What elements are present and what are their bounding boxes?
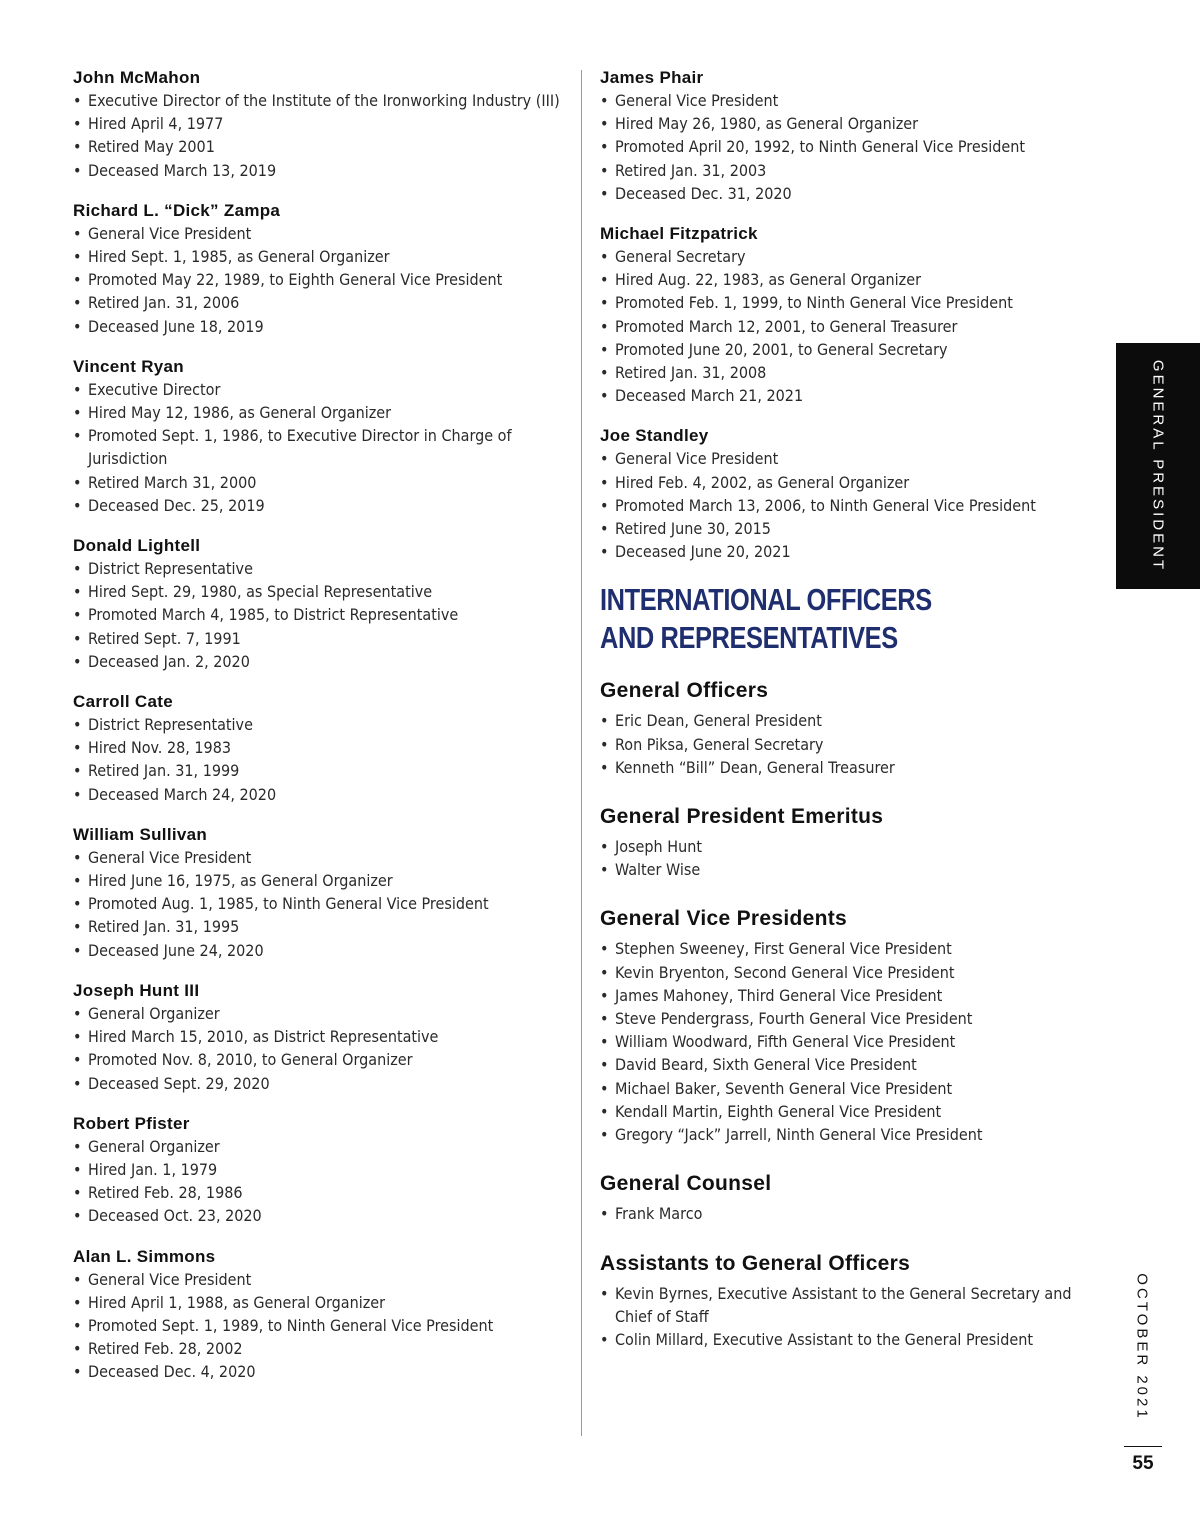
officer-sections	[600, 677, 1100, 1351]
career-list	[73, 846, 568, 962]
career-list	[73, 557, 568, 673]
career-item: • Hired June 16, 1975, as General Organizer	[73, 869, 568, 892]
career-list	[600, 89, 1100, 205]
career-list	[73, 1268, 568, 1384]
career-item: • General Organizer	[73, 1135, 568, 1158]
career-item: • Promoted March 12, 2001, to General Treasurer	[600, 315, 1100, 338]
career-item: • Promoted Feb. 1, 1999, to Ninth General Vice President	[600, 291, 1100, 314]
career-item: • Hired Feb. 4, 2002, as General Organizer	[600, 471, 1100, 494]
career-item: • Retired Jan. 31, 2003	[600, 159, 1100, 182]
career-item: • Retired Feb. 28, 1986	[73, 1181, 568, 1204]
career-item: • Retired Jan. 31, 1995	[73, 915, 568, 938]
officer-section	[600, 1170, 1100, 1225]
career-item: • Promoted Sept. 1, 1989, to Ninth General Vice President	[73, 1314, 568, 1337]
career-item: • Promoted Aug. 1, 1985, to Ninth General Vice President	[73, 892, 568, 915]
officer-item: • Kevin Byrnes, Executive Assistant to the General Secretary and Chief of Staff	[600, 1282, 1100, 1328]
officer-section	[600, 905, 1100, 1146]
person-name: William Sullivan	[73, 824, 208, 844]
career-item: • Retired Sept. 7, 1991	[73, 627, 568, 650]
career-list	[73, 89, 568, 182]
officer-list	[600, 835, 1100, 881]
career-item: • Hired April 4, 1977	[73, 112, 568, 135]
obituary-entry	[600, 424, 1100, 563]
person-name: Alan L. Simmons	[73, 1246, 216, 1266]
career-item: • Retired Jan. 31, 2006	[73, 291, 568, 314]
career-item: • Retired March 31, 2000	[73, 471, 568, 494]
career-item: • District Representative	[73, 713, 568, 736]
career-list	[600, 245, 1100, 407]
section-title: General Counsel	[600, 1172, 772, 1196]
officer-item: • Steve Pendergrass, Fourth General Vice President	[600, 1007, 1100, 1030]
officer-section	[600, 1250, 1100, 1352]
section-title: Assistants to General Officers	[600, 1251, 911, 1275]
officer-item: • David Beard, Sixth General Vice President	[600, 1053, 1100, 1076]
career-item: • Hired March 15, 2010, as District Representative	[73, 1025, 568, 1048]
career-item: • Hired May 12, 1986, as General Organizer	[73, 401, 568, 424]
officer-item: • Stephen Sweeney, First General Vice President	[600, 937, 1100, 960]
page-headline	[600, 581, 1010, 657]
officer-item: • James Mahoney, Third General Vice President	[600, 984, 1100, 1007]
obituary-entry	[73, 823, 568, 962]
headline-line-1: INTERNATIONAL OFFICERS	[600, 582, 932, 618]
obituary-entry	[73, 1245, 568, 1384]
career-item: • Retired June 30, 2015	[600, 517, 1100, 540]
officer-list	[600, 1282, 1100, 1352]
obituary-entry	[600, 66, 1100, 205]
career-item: • General Organizer	[73, 1002, 568, 1025]
officer-item: • Michael Baker, Seventh General Vice President	[600, 1077, 1100, 1100]
career-item: • Hired Sept. 29, 1980, as Special Representative	[73, 580, 568, 603]
officer-item: • Gregory “Jack” Jarrell, Ninth General Vice President	[600, 1123, 1100, 1146]
officer-item: • Kenneth “Bill” Dean, General Treasurer	[600, 756, 1100, 779]
obituary-entry	[73, 979, 568, 1095]
officer-section	[600, 677, 1100, 779]
officer-item: • Colin Millard, Executive Assistant to the General President	[600, 1328, 1100, 1351]
page-number: 55	[1132, 1453, 1154, 1474]
section-tab-label: GENERAL PRESIDENT	[1149, 359, 1167, 573]
career-list	[73, 222, 568, 338]
right-column	[600, 66, 1100, 1351]
obituary-entry	[600, 222, 1100, 407]
career-item: • Retired Jan. 31, 2008	[600, 361, 1100, 384]
officer-item: • Kendall Martin, Eighth General Vice President	[600, 1100, 1100, 1123]
career-item: • Deceased June 24, 2020	[73, 939, 568, 962]
section-title: General Officers	[600, 679, 769, 703]
officer-item: • William Woodward, Fifth General Vice President	[600, 1030, 1100, 1053]
career-item: • Hired Nov. 28, 1983	[73, 736, 568, 759]
career-item: • Deceased Dec. 25, 2019	[73, 494, 568, 517]
obituary-entry	[73, 690, 568, 806]
career-list	[73, 1002, 568, 1095]
person-name: Donald Lightell	[73, 536, 201, 556]
career-item: • Promoted March 4, 1985, to District Representative	[73, 603, 568, 626]
section-tab	[1116, 343, 1200, 589]
obituary-entry	[73, 1112, 568, 1228]
person-name: Vincent Ryan	[73, 356, 184, 376]
officer-item: • Eric Dean, General President	[600, 709, 1100, 732]
career-list	[73, 713, 568, 806]
officer-list	[600, 937, 1100, 1146]
career-item: • General Vice President	[73, 846, 568, 869]
person-name: Richard L. “Dick” Zampa	[73, 200, 281, 220]
career-item: • Retired Jan. 31, 1999	[73, 759, 568, 782]
person-name: Carroll Cate	[73, 692, 173, 712]
career-list	[600, 447, 1100, 563]
career-item: • Promoted Nov. 8, 2010, to General Organizer	[73, 1048, 568, 1071]
column-divider	[581, 70, 582, 1436]
officer-list	[600, 1202, 1100, 1225]
officer-section	[600, 803, 1100, 881]
person-name: James Phair	[600, 68, 704, 87]
career-item: • General Secretary	[600, 245, 1100, 268]
person-name: Robert Pfister	[73, 1113, 190, 1133]
career-item: • Hired Aug. 22, 1983, as General Organizer	[600, 268, 1100, 291]
career-list	[73, 1135, 568, 1228]
officer-item: • Walter Wise	[600, 858, 1100, 881]
career-item: • Deceased March 13, 2019	[73, 159, 568, 182]
career-item: • Hired May 26, 1980, as General Organizer	[600, 112, 1100, 135]
career-item: • Promoted June 20, 2001, to General Secretary	[600, 338, 1100, 361]
obituary-entry	[73, 199, 568, 338]
career-item: • Retired Feb. 28, 2002	[73, 1337, 568, 1360]
officer-item: • Frank Marco	[600, 1202, 1100, 1225]
page-number-rule	[1124, 1446, 1162, 1447]
career-item: • Deceased March 24, 2020	[73, 783, 568, 806]
career-item: • Deceased Dec. 31, 2020	[600, 182, 1100, 205]
obituary-entry	[73, 355, 568, 517]
career-item: • Deceased March 21, 2021	[600, 384, 1100, 407]
headline-line-2: AND REPRESENTATIVES	[600, 620, 898, 656]
career-item: • Deceased Jan. 2, 2020	[73, 650, 568, 673]
career-item: • District Representative	[73, 557, 568, 580]
career-list	[73, 378, 568, 517]
career-item: • General Vice President	[600, 89, 1100, 112]
career-item: • Retired May 2001	[73, 135, 568, 158]
career-item: • General Vice President	[73, 1268, 568, 1291]
career-item: • Deceased Dec. 4, 2020	[73, 1360, 568, 1383]
career-item: • Deceased June 18, 2019	[73, 315, 568, 338]
career-item: • Deceased June 20, 2021	[600, 540, 1100, 563]
person-name: Joseph Hunt III	[73, 980, 200, 1000]
career-item: • Hired April 1, 1988, as General Organizer	[73, 1291, 568, 1314]
career-item: • Promoted May 22, 1989, to Eighth General Vice President	[73, 268, 568, 291]
career-item: • Hired Sept. 1, 1985, as General Organizer	[73, 245, 568, 268]
career-item: • Executive Director of the Institute of the Ironworking Industry (III)	[73, 89, 568, 112]
issue-date-label: OCTOBER 2021	[1133, 1273, 1151, 1421]
person-name: Joe Standley	[600, 426, 709, 446]
career-item: • Hired Jan. 1, 1979	[73, 1158, 568, 1181]
officer-item: • Joseph Hunt	[600, 835, 1100, 858]
section-title: General Vice Presidents	[600, 907, 847, 931]
officer-item: • Ron Piksa, General Secretary	[600, 733, 1100, 756]
officer-list	[600, 709, 1100, 779]
section-title: General President Emeritus	[600, 805, 884, 829]
obituary-entry	[73, 534, 568, 673]
officer-item: • Kevin Bryenton, Second General Vice President	[600, 961, 1100, 984]
right-entries	[600, 66, 1100, 563]
career-item: • General Vice President	[600, 447, 1100, 470]
career-item: • Promoted April 20, 1992, to Ninth General Vice President	[600, 135, 1100, 158]
career-item: • Deceased Oct. 23, 2020	[73, 1204, 568, 1227]
career-item: • Promoted Sept. 1, 1986, to Executive Director in Charge of Jurisdiction	[73, 424, 568, 470]
person-name: John McMahon	[73, 68, 201, 87]
career-item: • Executive Director	[73, 378, 568, 401]
career-item: • General Vice President	[73, 222, 568, 245]
obituary-entry	[73, 66, 568, 182]
left-column	[73, 66, 568, 1401]
career-item: • Deceased Sept. 29, 2020	[73, 1072, 568, 1095]
career-item: • Promoted March 13, 2006, to Ninth General Vice President	[600, 494, 1100, 517]
person-name: Michael Fitzpatrick	[600, 224, 758, 244]
